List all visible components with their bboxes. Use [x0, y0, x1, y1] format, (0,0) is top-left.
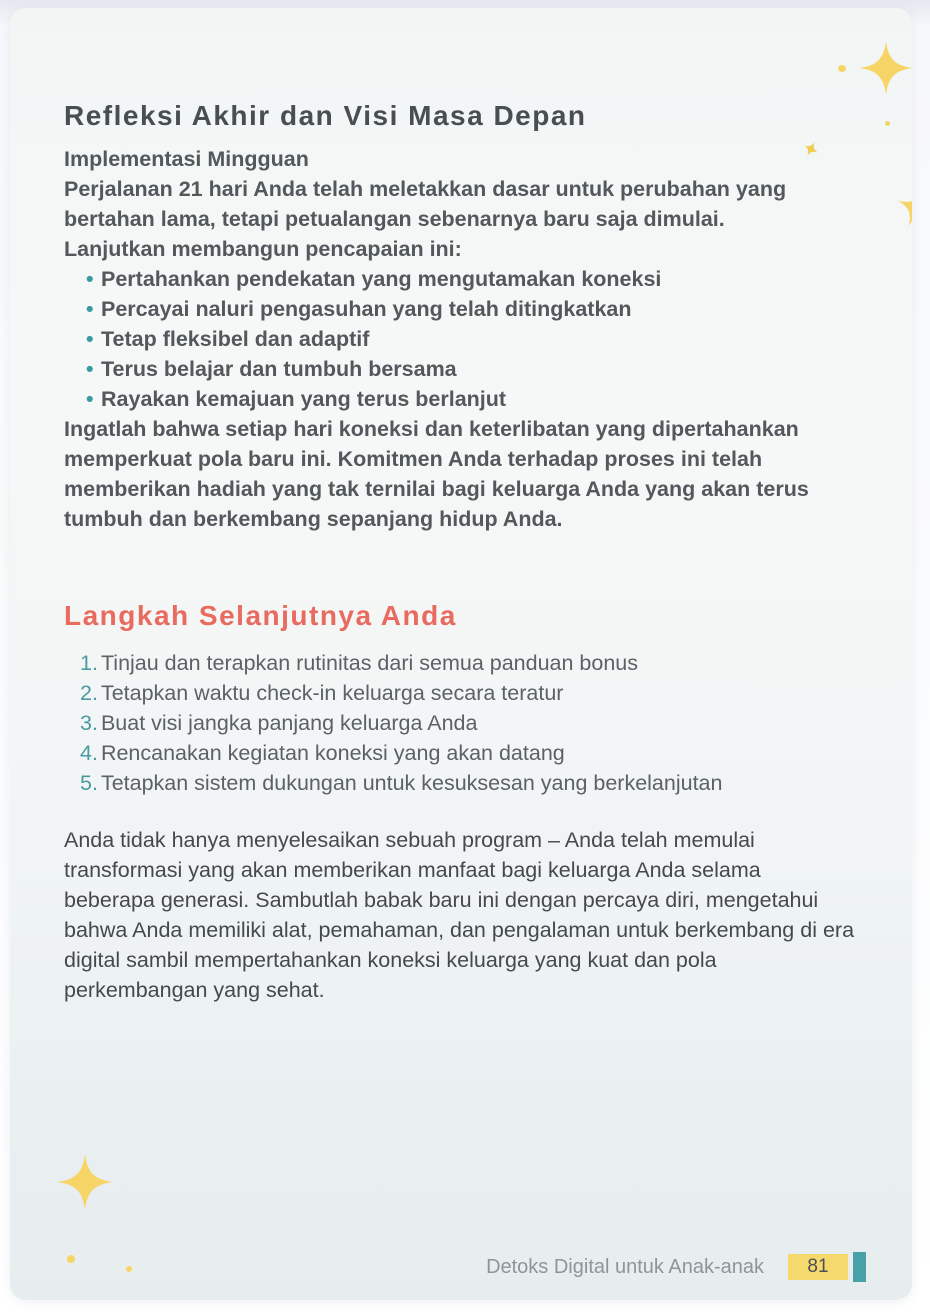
list-item: • Tetap fleksibel dan adaptif	[86, 324, 856, 354]
page-number-badge: 81	[788, 1254, 848, 1280]
sparkle-star-icon	[57, 1148, 113, 1216]
page-title: Refleksi Akhir dan Visi Masa Depan	[64, 100, 587, 131]
sparkle-star-icon	[859, 39, 912, 97]
sparkle-dot-icon	[67, 1255, 75, 1263]
achievement-list	[64, 264, 856, 414]
list-item: • Terus belajar dan tumbuh bersama	[86, 354, 856, 384]
sparkle-dot-icon	[126, 1266, 132, 1272]
next-steps-list	[64, 648, 856, 798]
page-footer	[486, 1252, 866, 1282]
section-subtitle: Implementasi Mingguan	[64, 147, 309, 171]
list-item: Buat visi jangka panjang keluarga Anda	[100, 711, 478, 735]
list-item: • Rayakan kemajuan yang terus berlanjut	[86, 384, 856, 414]
sparkle-dot-icon	[838, 65, 846, 72]
list-item: Tetapkan waktu check-in keluarga secara teratur	[100, 681, 564, 705]
list-item: • Percayai naluri pengasuhan yang telah ditingkatkan	[86, 294, 856, 324]
page-card	[10, 8, 912, 1300]
list-item: Tinjau dan terapkan rutinitas dari semua panduan bonus	[100, 651, 639, 675]
list-item: Tetapkan sistem dukungan untuk kesuksesan yang berkelanjutan	[100, 771, 723, 795]
intro-paragraph: Perjalanan 21 hari Anda telah meletakkan dasar untuk perubahan yang bertahan lama, tetapi petualangan sebenarnya baru saja dimulai.	[64, 177, 787, 231]
closing-paragraph: Anda tidak hanya menyelesaikan sebuah program – Anda telah memulai transformasi yang akan memberikan manfaat bagi keluarga Anda selama beberapa generasi. Sambutlah babak baru ini dengan percaya diri, mengetahui bahwa Anda memiliki alat, pemahaman, dan pengalaman untuk berkembang di era digital sambil mempertahankan koneksi keluarga yang kuat dan pola perkembangan yang sehat.	[64, 828, 855, 1002]
list-item: Rencanakan kegiatan koneksi yang akan datang	[100, 741, 565, 765]
next-steps-heading: Langkah Selanjutnya Anda	[64, 600, 457, 631]
outro-paragraph: Ingatlah bahwa setiap hari koneksi dan keterlibatan yang dipertahankan memperkuat pola baru ini. Komitmen Anda terhadap proses ini telah memberikan hadiah yang tak ternilai bagi keluarga Anda yang akan terus tumbuh dan berkembang sepanjang hidup Anda.	[64, 417, 809, 531]
book-title: Detoks Digital untuk Anak-anak	[486, 1255, 764, 1278]
teal-accent-tab	[853, 1252, 866, 1282]
list-item: • Pertahankan pendekatan yang mengutamakan koneksi	[86, 264, 856, 294]
page-content	[10, 98, 912, 1005]
lead-in-line: Lanjutkan membangun pencapaian ini:	[64, 237, 462, 261]
